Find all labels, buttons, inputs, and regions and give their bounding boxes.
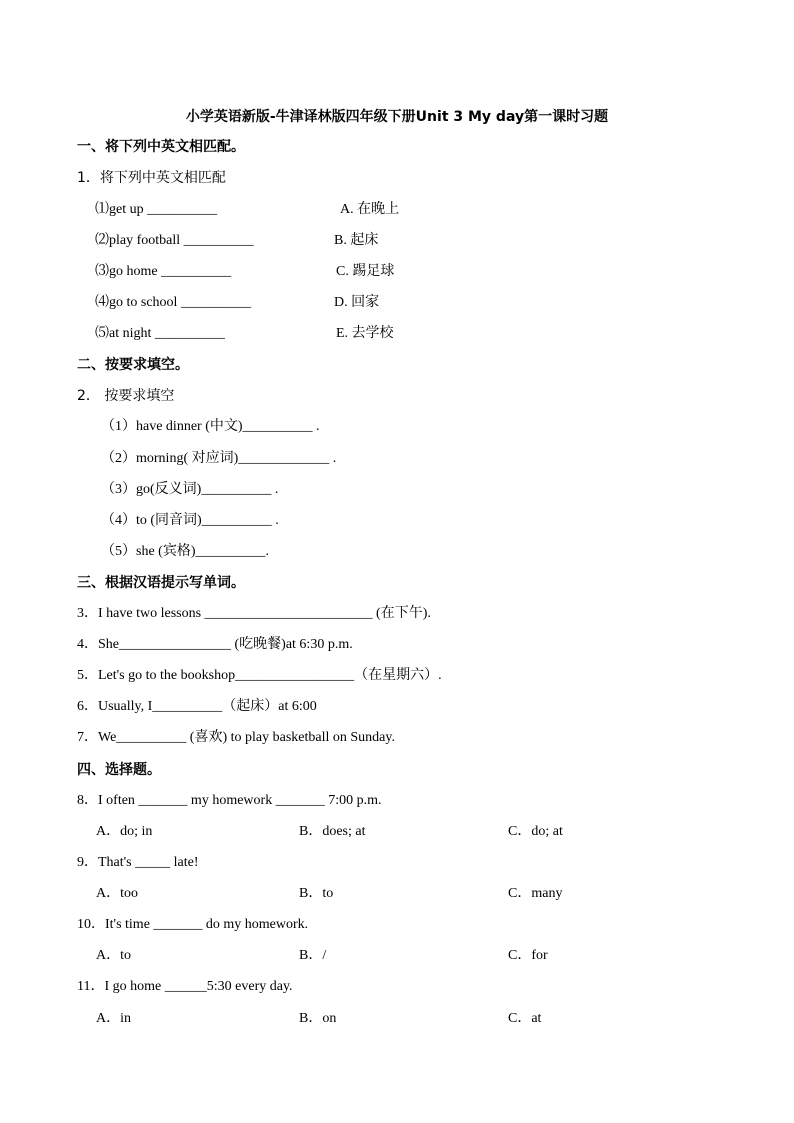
question-9-stem: 9．That's _____ late! — [77, 855, 199, 870]
question-9-option-c: C．many — [508, 886, 563, 901]
question-11-stem: 11．I go home ______5:30 every day. — [77, 979, 293, 994]
question-7: 7．We__________ (喜欢) to play basketball on Sunday. — [77, 730, 395, 745]
question-11-option-b: B．on — [299, 1011, 337, 1026]
question-10-option-a: A．to — [96, 948, 131, 963]
fill-item-1: （1）have dinner (中文)__________ . — [101, 419, 320, 434]
question-8-stem: 8．I often _______ my homework _______ 7:00 p.m. — [77, 793, 382, 808]
question-8-option-a: A．do; in — [96, 824, 153, 839]
fill-item-5: （5）she (宾格)__________. — [101, 544, 269, 559]
match-left-4: ⑷go to school __________ — [95, 295, 251, 310]
fill-item-2: （2）morning( 对应词)_____________ . — [101, 451, 337, 466]
match-left-1: ⑴get up __________ — [95, 202, 218, 217]
question-3: 3．I have two lessons ________________________ (在下午). — [77, 606, 431, 621]
fill-item-3: （3）go(反义词)__________ . — [101, 482, 279, 497]
question-1-prompt: 1．将下列中英文相匹配 — [77, 170, 226, 186]
match-left-5: ⑸at night __________ — [95, 326, 225, 341]
section-heading-3: 三、根据汉语提示写单词。 — [77, 575, 245, 591]
match-left-2: ⑵play football __________ — [95, 233, 254, 248]
section-heading-2: 二、按要求填空。 — [77, 357, 189, 373]
question-10-stem: 10．It's time _______ do my homework. — [77, 917, 309, 932]
question-11-option-c: C．at — [508, 1011, 542, 1026]
match-right-e: E. 去学校 — [336, 326, 394, 341]
question-8-option-b: B．does; at — [299, 824, 366, 839]
match-right-c: C. 踢足球 — [336, 264, 395, 279]
match-right-b: B. 起床 — [334, 233, 379, 248]
question-10-option-c: C．for — [508, 948, 548, 963]
question-5: 5．Let's go to the bookshop_________________（在星期六）. — [77, 668, 442, 683]
section-heading-1: 一、将下列中英文相匹配。 — [77, 139, 245, 155]
question-6: 6．Usually, I__________（起床）at 6:00 — [77, 699, 317, 714]
match-left-3: ⑶go home __________ — [95, 264, 232, 279]
question-9-option-b: B．to — [299, 886, 334, 901]
question-9-option-a: A．too — [96, 886, 138, 901]
question-4: 4．She________________ (吃晚餐)at 6:30 p.m. — [77, 637, 353, 652]
question-10-option-b: B．/ — [299, 948, 327, 963]
match-right-d: D. 回家 — [334, 295, 380, 310]
fill-item-4: （4）to (同音词)__________ . — [101, 513, 279, 528]
match-right-a: A. 在晚上 — [340, 202, 400, 217]
question-11-option-a: A．in — [96, 1011, 131, 1026]
page-title: 小学英语新版-牛津译林版四年级下册Unit 3 My day第一课时习题 — [185, 109, 609, 125]
section-heading-4: 四、选择题。 — [77, 762, 161, 778]
question-2-prompt: 2． 按要求填空 — [77, 388, 175, 404]
question-8-option-c: C．do; at — [508, 824, 563, 839]
